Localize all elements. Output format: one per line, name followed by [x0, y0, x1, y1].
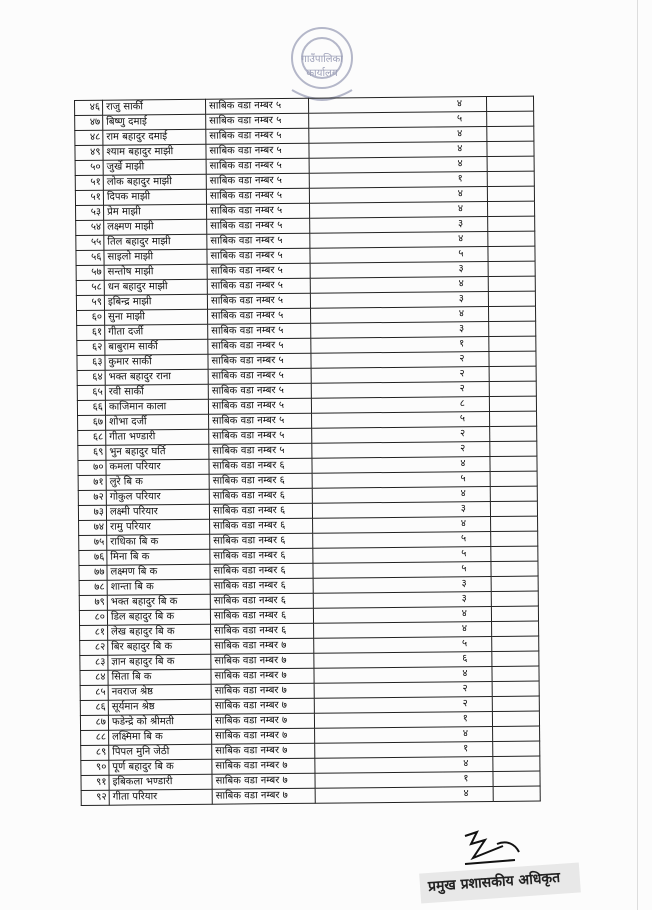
extra-column	[490, 456, 537, 471]
extra-column	[489, 366, 536, 381]
family-count: ४	[309, 127, 487, 144]
seal-text-line-1: गाउँपालिका	[301, 54, 343, 65]
extra-column	[488, 246, 535, 261]
serial-number: ५१	[75, 190, 103, 205]
serial-number: ८२	[80, 640, 108, 655]
beneficiary-name: लोक बहादुर माझी	[103, 174, 206, 190]
serial-number: ८९	[81, 745, 109, 760]
family-count: ५	[313, 562, 491, 579]
serial-number: ८४	[80, 670, 108, 685]
beneficiary-name: ज्ञान बहादुर बि क	[108, 654, 211, 670]
beneficiary-name: रवी सार्की	[105, 384, 208, 400]
ward-address: साबिक वडा नम्बर ६	[209, 488, 312, 504]
extra-column	[487, 141, 534, 156]
serial-number: ७७	[79, 565, 107, 580]
family-count: ३	[312, 502, 490, 519]
beneficiary-name: गोकुल परियार	[106, 489, 209, 505]
extra-column	[492, 636, 539, 651]
extra-column	[493, 786, 540, 801]
ward-address: साबिक वडा नम्बर ५	[207, 233, 310, 249]
beneficiary-name: राजु सार्की	[103, 99, 206, 115]
serial-number: ८३	[80, 655, 108, 670]
official-seal-icon	[262, 18, 382, 110]
family-count: ३	[311, 322, 489, 339]
family-count: ३	[310, 262, 488, 279]
ward-address: साबिक वडा नम्बर ६	[209, 458, 312, 474]
extra-column	[490, 411, 537, 426]
family-count: ४	[312, 487, 490, 504]
ward-address: साबिक वडा नम्बर ७	[211, 683, 314, 699]
beneficiary-name: भक्त बहादुर राना	[105, 369, 208, 385]
family-count: ३	[310, 292, 488, 309]
ward-address: साबिक वडा नम्बर ७	[211, 698, 314, 714]
family-count: ४	[310, 277, 488, 294]
extra-column	[490, 441, 537, 456]
serial-number: ७३	[78, 505, 106, 520]
extra-column	[488, 231, 535, 246]
ward-address: साबिक वडा नम्बर ५	[206, 128, 309, 144]
beneficiary-name: सन्तोष माझी	[104, 264, 207, 280]
serial-number: ५६	[76, 250, 104, 265]
extra-column	[492, 651, 539, 666]
ward-address: साबिक वडा नम्बर ६	[210, 533, 313, 549]
extra-column	[488, 261, 535, 276]
serial-number: ९१	[81, 775, 109, 790]
serial-number: ६३	[77, 355, 105, 370]
beneficiary-table	[74, 96, 541, 806]
ward-address: साबिक वडा नम्बर ६	[209, 473, 312, 489]
officer-title: प्रमुख प्रशासकीय अधिकृत	[427, 869, 561, 896]
beneficiary-name: गीता दर्जी	[105, 324, 208, 340]
serial-number: ८५	[80, 685, 108, 700]
extra-column	[492, 711, 539, 726]
family-count: ३	[313, 577, 491, 594]
ward-address: साबिक वडा नम्बर ५	[208, 353, 311, 369]
ward-address: साबिक वडा नम्बर ७	[211, 668, 314, 684]
ward-address: साबिक वडा नम्बर ७	[212, 773, 315, 789]
family-count: ५	[313, 547, 491, 564]
extra-column	[487, 156, 534, 171]
extra-column	[492, 621, 539, 636]
family-count: ४	[310, 232, 488, 249]
extra-column	[492, 681, 539, 696]
family-count: ५	[313, 532, 491, 549]
beneficiary-name: लेख बहादुर बि क	[108, 624, 211, 640]
family-count: ६	[314, 652, 492, 669]
family-count: ३	[310, 217, 488, 234]
serial-number: ४८	[75, 130, 103, 145]
beneficiary-name: शोभा दर्जी	[106, 414, 209, 430]
extra-column	[491, 591, 538, 606]
extra-column	[491, 561, 538, 576]
ward-address: साबिक वडा नम्बर ६	[210, 548, 313, 564]
beneficiary-name: सूर्यमान श्रेष्ठ	[108, 699, 211, 715]
serial-number: ७६	[79, 550, 107, 565]
serial-number: ७२	[78, 490, 106, 505]
beneficiary-name: गीता भण्डारी	[106, 429, 209, 445]
family-count: २	[312, 442, 490, 459]
beneficiary-name: शान्ता बि क	[107, 579, 210, 595]
beneficiary-name: डिल बहादुर बि क	[107, 609, 210, 625]
extra-column	[487, 126, 534, 141]
extra-column	[493, 741, 540, 756]
ward-address: साबिक वडा नम्बर ५	[207, 203, 310, 219]
serial-number: ६७	[78, 415, 106, 430]
beneficiary-name: कुमार सार्की	[105, 354, 208, 370]
family-count: ५	[314, 637, 492, 654]
ward-address: साबिक वडा नम्बर ६	[209, 503, 312, 519]
serial-number: ५३	[76, 205, 104, 220]
beneficiary-name: राधिका बि क	[107, 534, 210, 550]
page-edge	[637, 0, 638, 910]
beneficiary-name: पिपल मुनि जेठी	[109, 744, 212, 760]
ward-address: साबिक वडा नम्बर ५	[206, 173, 309, 189]
ward-address: साबिक वडा नम्बर ५	[208, 368, 311, 384]
family-count: ५	[310, 247, 488, 264]
serial-number: ७१	[78, 475, 106, 490]
serial-number: ५७	[76, 265, 104, 280]
beneficiary-name: काजिमान काला	[105, 399, 208, 415]
beneficiary-name: लुरे बि क	[106, 474, 209, 490]
family-count: २	[314, 697, 492, 714]
beneficiary-name: बाबुराम सार्की	[105, 339, 208, 355]
family-count: ४	[308, 97, 486, 114]
serial-number: ६०	[77, 310, 105, 325]
ward-address: साबिक वडा नम्बर ७	[211, 653, 314, 669]
beneficiary-name: राम बहादुर दमाई	[103, 129, 206, 145]
ward-address: साबिक वडा नम्बर ५	[209, 443, 312, 459]
ward-address: साबिक वडा नम्बर ५	[207, 218, 310, 234]
beneficiary-name: मिना बि क	[107, 549, 210, 565]
family-count: ४	[310, 202, 488, 219]
beneficiary-name: बिर बहादुर बि क	[108, 639, 211, 655]
extra-column	[493, 726, 540, 741]
beneficiary-name: इबिन्द्र माझी	[104, 294, 207, 310]
ward-address: साबिक वडा नम्बर ७	[212, 788, 315, 804]
ward-address: साबिक वडा नम्बर ५	[206, 113, 309, 129]
ward-address: साबिक वडा नम्बर ६	[210, 608, 313, 624]
serial-number: ९२	[81, 790, 109, 805]
ward-address: साबिक वडा नम्बर ५	[207, 278, 310, 294]
serial-number: ८७	[80, 715, 108, 730]
beneficiary-name: इबिकला भण्डारी	[109, 774, 212, 790]
serial-number: ५४	[76, 220, 104, 235]
beneficiary-table-body	[75, 96, 541, 805]
ward-address: साबिक वडा नम्बर ५	[206, 143, 309, 159]
beneficiary-name: बिष्णु दमाई	[103, 114, 206, 130]
extra-column	[491, 546, 538, 561]
serial-number: ४६	[75, 100, 103, 115]
extra-column	[489, 321, 536, 336]
ward-address: साबिक वडा नम्बर ७	[212, 728, 315, 744]
beneficiary-name: सिता बि क	[108, 669, 211, 685]
serial-number: ७५	[79, 535, 107, 550]
extra-column	[492, 666, 539, 681]
seal-text-line-2: कार्यालय	[306, 68, 338, 79]
beneficiary-name: नवराज श्रेष्ठ	[108, 684, 211, 700]
family-count: ४	[315, 757, 493, 774]
beneficiary-name: लक्ष्मण माझी	[104, 219, 207, 235]
serial-number: ५९	[76, 295, 104, 310]
serial-number: ८८	[81, 730, 109, 745]
ward-address: साबिक वडा नम्बर ५	[208, 338, 311, 354]
serial-number: ७४	[79, 520, 107, 535]
beneficiary-name: दिपक माझी	[103, 189, 206, 205]
family-count: १	[311, 337, 489, 354]
ward-address: साबिक वडा नम्बर ६	[210, 563, 313, 579]
extra-column	[488, 291, 535, 306]
extra-column	[487, 111, 534, 126]
extra-column	[493, 771, 540, 786]
family-count: ४	[313, 517, 491, 534]
serial-number: ८१	[80, 625, 108, 640]
family-count: ५	[312, 472, 490, 489]
serial-number: ६१	[77, 325, 105, 340]
serial-number: ६९	[78, 445, 106, 460]
ward-address: साबिक वडा नम्बर ६	[210, 578, 313, 594]
beneficiary-name: लक्ष्मी परियार	[106, 504, 209, 520]
family-count: ४	[309, 187, 487, 204]
ward-address: साबिक वडा नम्बर ५	[209, 428, 312, 444]
beneficiary-name: लक्ष्मण बि क	[107, 564, 210, 580]
ward-address: साबिक वडा नम्बर ६	[211, 623, 314, 639]
ward-address: साबिक वडा नम्बर ५	[206, 188, 309, 204]
ward-address: साबिक वडा नम्बर ७	[211, 713, 314, 729]
extra-column	[487, 171, 534, 186]
family-count: १	[315, 772, 493, 789]
family-count: ५	[309, 112, 487, 129]
family-count: १	[309, 172, 487, 189]
extra-column	[492, 696, 539, 711]
serial-number: ६८	[78, 430, 106, 445]
family-count: २	[311, 382, 489, 399]
beneficiary-name: रामु परियार	[107, 519, 210, 535]
family-count: २	[311, 367, 489, 384]
beneficiary-name: धन बहादुर माझी	[104, 279, 207, 295]
ward-address: साबिक वडा नम्बर ७	[212, 758, 315, 774]
beneficiary-name: जुर्खे माझी	[103, 159, 206, 175]
extra-column	[491, 576, 538, 591]
beneficiary-name: पूर्ण बहादुर बि क	[109, 759, 212, 775]
serial-number: ७०	[78, 460, 106, 475]
serial-number: ६५	[77, 385, 105, 400]
family-count: ३	[313, 592, 491, 609]
ward-address: साबिक वडा नम्बर ५	[207, 293, 310, 309]
ward-address: साबिक वडा नम्बर ५	[205, 98, 308, 114]
serial-number: ५१	[75, 175, 103, 190]
ward-address: साबिक वडा नम्बर ७	[211, 638, 314, 654]
family-count: ४	[313, 607, 491, 624]
family-count: ८	[311, 397, 489, 414]
serial-number: ५८	[76, 280, 104, 295]
family-count: ४	[314, 622, 492, 639]
family-count: ४	[311, 307, 489, 324]
ward-address: साबिक वडा नम्बर ५	[209, 413, 312, 429]
ward-address: साबिक वडा नम्बर ५	[208, 308, 311, 324]
serial-number: ६२	[77, 340, 105, 355]
beneficiary-name: गीता परियार	[109, 789, 212, 805]
extra-column	[489, 351, 536, 366]
extra-column	[489, 396, 536, 411]
beneficiary-name: श्याम बहादुर माझी	[103, 144, 206, 160]
beneficiary-name: साइलो माझी	[104, 249, 207, 265]
serial-number: ५५	[76, 235, 104, 250]
serial-number: ७८	[79, 580, 107, 595]
serial-number: ४७	[75, 115, 103, 130]
extra-column	[487, 186, 534, 201]
family-count: ४	[315, 727, 493, 744]
family-count: ४	[314, 667, 492, 684]
serial-number: ७९	[79, 595, 107, 610]
family-count: २	[312, 427, 490, 444]
beneficiary-name: प्रेम माझी	[104, 204, 207, 220]
extra-column	[486, 96, 533, 111]
ward-address: साबिक वडा नम्बर ५	[207, 263, 310, 279]
extra-column	[490, 501, 537, 516]
serial-number: ६४	[77, 370, 105, 385]
ward-address: साबिक वडा नम्बर ६	[210, 518, 313, 534]
extra-column	[488, 276, 535, 291]
officer-title-stamp	[419, 862, 581, 903]
family-count: ४	[312, 457, 490, 474]
beneficiary-name: भक्त बहादुर बि क	[107, 594, 210, 610]
serial-number: ४९	[75, 145, 103, 160]
family-count: २	[314, 682, 492, 699]
beneficiary-name: भुन बहादुर घर्ति	[106, 444, 209, 460]
beneficiary-table-wrapper	[74, 96, 501, 820]
extra-column	[490, 426, 537, 441]
serial-number: ८०	[79, 610, 107, 625]
family-count: ५	[312, 412, 490, 429]
extra-column	[490, 471, 537, 486]
beneficiary-name: कमला परियार	[106, 459, 209, 475]
ward-address: साबिक वडा नम्बर ५	[208, 383, 311, 399]
ward-address: साबिक वडा नम्बर ६	[210, 593, 313, 609]
family-count: १	[315, 742, 493, 759]
extra-column	[489, 381, 536, 396]
ward-address: साबिक वडा नम्बर ५	[206, 158, 309, 174]
ward-address: साबिक वडा नम्बर ५	[208, 323, 311, 339]
extra-column	[489, 336, 536, 351]
beneficiary-name: तिल बहादुर माझी	[104, 234, 207, 250]
serial-number: ६६	[77, 400, 105, 415]
extra-column	[488, 216, 535, 231]
family-count: १	[314, 712, 492, 729]
extra-column	[489, 306, 536, 321]
extra-column	[487, 201, 534, 216]
extra-column	[491, 516, 538, 531]
extra-column	[493, 756, 540, 771]
extra-column	[491, 531, 538, 546]
ward-address: साबिक वडा नम्बर ५	[208, 398, 311, 414]
ward-address: साबिक वडा नम्बर ५	[207, 248, 310, 264]
serial-number: ८६	[80, 700, 108, 715]
beneficiary-name: सुना माझी	[105, 309, 208, 325]
family-count: ४	[315, 787, 493, 804]
beneficiary-name: लक्ष्मिमा बि क	[109, 729, 212, 745]
serial-number: ५०	[75, 160, 103, 175]
family-count: ४	[309, 157, 487, 174]
ward-address: साबिक वडा नम्बर ७	[212, 743, 315, 759]
family-count: २	[311, 352, 489, 369]
family-count: ४	[309, 142, 487, 159]
extra-column	[490, 486, 537, 501]
beneficiary-name: फडेन्द्रे को श्रीमती	[108, 714, 211, 730]
extra-column	[491, 606, 538, 621]
serial-number: ९०	[81, 760, 109, 775]
